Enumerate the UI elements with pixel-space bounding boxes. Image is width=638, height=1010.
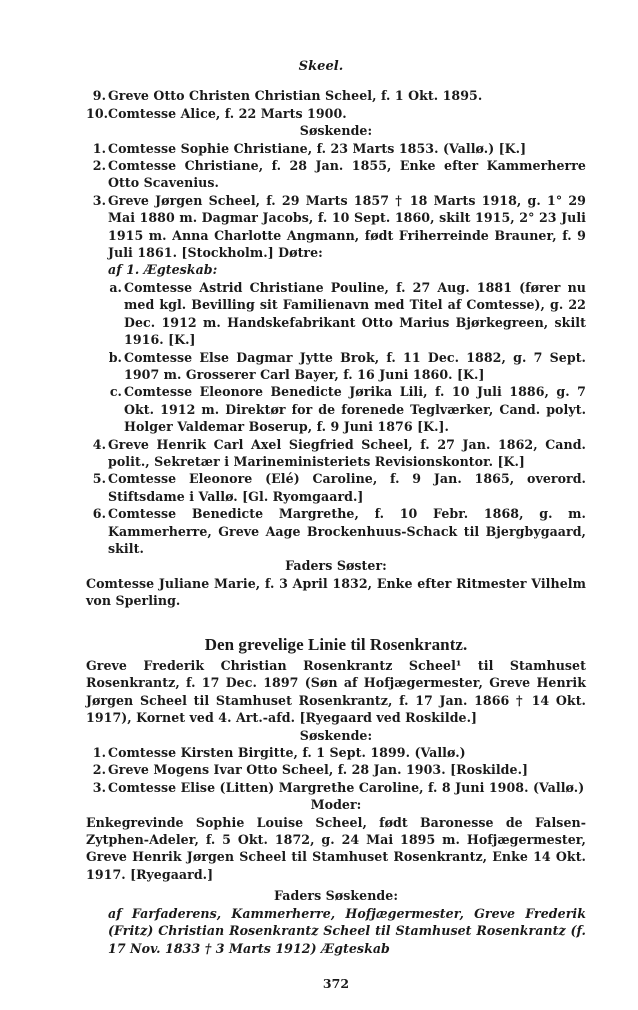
entry-text: Greve Jørgen Scheel, f. 29 Marts 1857 † 18 Marts 1918, g. 1° 29 Mai 1880 m. Dagmar Jacobs, f. 10 Sept. 1860, skilt 1915, 2° 23 Juli 1915 m. Anna Charlotte Angmann, født Friherreinde Brauner, f. 9 Juli 1861. [Stockholm.] Døtre: (108, 192, 586, 261)
siblings-list-continued (86, 436, 586, 558)
moder-heading: Moder: (310, 797, 362, 813)
list-item (86, 279, 586, 349)
list-item (86, 140, 586, 157)
list-item (86, 192, 586, 262)
list-item (86, 383, 586, 435)
entry-text: Comtesse Eleonore (Elé) Caroline, f. 9 Jan. 1865, overord. Stiftsdame i Vallø. [Gl. Ryomgaard.] (108, 471, 586, 504)
entry-number: 5. (92, 471, 106, 487)
entry-text: Comtesse Kirsten Birgitte, f. 1 Sept. 1899. (Vallø.) (108, 745, 466, 761)
entry-number: 9. (92, 88, 106, 104)
entry-number: 10. (86, 105, 109, 121)
list-item (86, 470, 586, 505)
faders-soster-heading: Faders Søster: (285, 558, 387, 574)
running-head: Skeel. (298, 59, 344, 74)
top-entries (86, 87, 586, 122)
entry-number: 2. (92, 158, 106, 174)
page-number: 372 (322, 975, 350, 991)
entry-letter: c. (109, 384, 122, 400)
entry-text: Comtesse Sophie Christiane, f. 23 Marts 1853. (Vallø.) [K.] (108, 140, 527, 156)
entry-text: Comtesse Alice, f. 22 Marts 1900. (108, 105, 347, 121)
list-item (86, 779, 586, 796)
soskende-heading: Søskende: (299, 123, 373, 139)
entry-number: 3. (92, 779, 106, 795)
list-item (86, 87, 586, 104)
entry-text: Comtesse Astrid Christiane Pouline, f. 27 Aug. 1881 (fører nu med kgl. Bevilling sit Familienavn med Titel af Comtesse), g. 22 Dec. 1912 m. Handskefabrikant Otto Marius Bjørkegreen, skilt 1916. [K.] (124, 279, 586, 348)
daughters-list (86, 279, 586, 436)
entry-number: 6. (92, 506, 106, 522)
entry-letter: b. (108, 349, 122, 365)
siblings-list (86, 140, 586, 262)
faders-soskende-text: af Farfaderens, Kammerherre, Hofjægermester, Greve Frederik (Fritz) Christian Rosenkrantz Scheel til Stamhuset Rosenkrantz (f. 17 Nov. 1833 † 3 Marts 1912) Ægteskab (108, 905, 586, 956)
entry-text: Comtesse Christiane, f. 28 Jan. 1855, Enke efter Kammerherre Otto Scavenius. (108, 158, 586, 191)
section-intro: Greve Frederik Christian Rosenkrantz Scheel¹ til Stamhuset Rosenkrantz, f. 17 Dec. 1897 (Søn af Hofjægermester, Greve Henrik Jørgen Scheel til Stamhuset Rosenkrantz, f. 17 Jan. 1866 † 14 Okt. 1917), Kornet ved 4. Art.-afd. [Ryegaard ved Roskilde.] (86, 658, 586, 726)
list-item (86, 744, 586, 761)
entry-text: Comtesse Eleonore Benedicte Jørika Lili, f. 10 Juli 1886, g. 7 Okt. 1912 m. Direktør for de forenede Teglværker, Cand. polyt. Holger Valdemar Boserup, f. 9 Juni 1876 [K.]. (124, 384, 586, 435)
entry-number: 2. (92, 762, 106, 778)
list-item (86, 436, 586, 471)
siblings-list-2 (86, 744, 586, 796)
entry-text: Greve Otto Christen Christian Scheel, f. 1 Okt. 1895. (108, 88, 483, 104)
entry-number: 1. (92, 745, 106, 761)
list-item (86, 761, 586, 778)
soskende-heading-2: Søskende: (299, 727, 373, 743)
list-item (86, 157, 586, 192)
marriage-subheading: af 1. Ægteskab: (108, 262, 218, 278)
entry-number: 3. (92, 192, 106, 208)
entry-letter: a. (109, 279, 122, 295)
list-item (86, 105, 586, 122)
list-item (86, 349, 586, 384)
section-title: Den grevelige Linie til Rosenkrantz. (204, 634, 468, 654)
entry-number: 4. (92, 436, 106, 452)
entry-text: Comtesse Elise (Litten) Margrethe Caroline, f. 8 Juni 1908. (Vallø.) (108, 779, 585, 795)
entry-text: Greve Henrik Carl Axel Siegfried Scheel, f. 27 Jan. 1862, Cand. polit., Sekretær i Marineministeriets Revisionskontor. [K.] (108, 436, 586, 469)
entry-text: Greve Mogens Ivar Otto Scheel, f. 28 Jan. 1903. [Roskilde.] (108, 762, 529, 778)
entry-text: Comtesse Else Dagmar Jytte Brok, f. 11 Dec. 1882, g. 7 Sept. 1907 m. Grosserer Carl Bayer, f. 16 Juni 1860. [K.] (124, 349, 586, 382)
faders-soster-text: Comtesse Juliane Marie, f. 3 April 1832, Enke efter Ritmester Vilhelm von Sperling. (86, 575, 586, 609)
faders-soskende-heading: Faders Søskende: (273, 888, 399, 904)
moder-text: Enkegrevinde Sophie Louise Scheel, født Baronesse de Falsen-Zytphen-Adeler, f. 5 Okt. 1872, g. 24 Mai 1895 m. Hofjægermester, Greve Henrik Jørgen Scheel til Stamhuset Rosenkrantz, Enke 14 Okt. 1917. [Ryegaard.] (86, 814, 586, 882)
entry-text: Comtesse Benedicte Margrethe, f. 10 Febr. 1868, g. m. Kammerherre, Greve Aage Brockenhuus-Schack til Bjergbygaard, skilt. (108, 506, 586, 556)
list-item (86, 505, 586, 557)
entry-number: 1. (92, 140, 106, 156)
